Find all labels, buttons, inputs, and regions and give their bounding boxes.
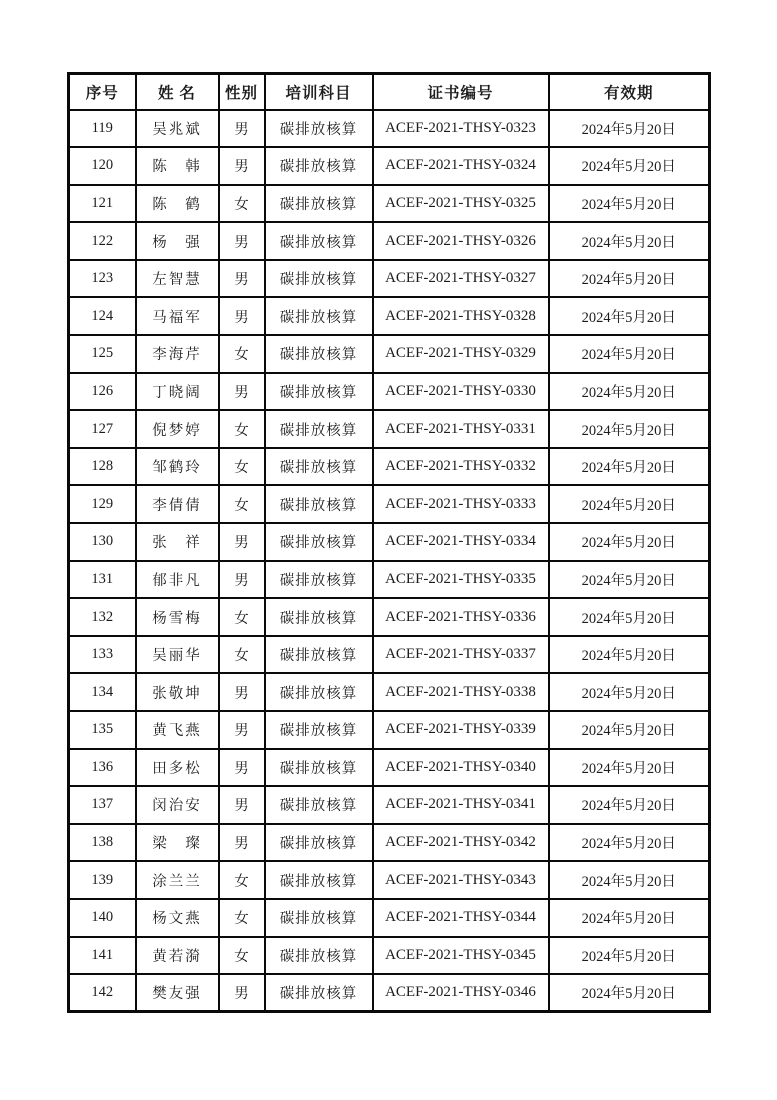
- serial-cell: 141: [69, 937, 136, 975]
- name-cell: 黄飞燕: [136, 711, 219, 749]
- table-row: [69, 147, 710, 185]
- name-cell: 左智慧: [136, 260, 219, 298]
- subject-cell: 碳排放核算: [265, 899, 373, 937]
- table-row: [69, 410, 710, 448]
- valid-until-cell: 2024年5月20日: [549, 561, 710, 599]
- cert-no-cell: ACEF-2021-THSY-0323: [373, 110, 549, 148]
- table-row: [69, 937, 710, 975]
- name-cell: 陈 鹤: [136, 185, 219, 223]
- valid-until-cell: 2024年5月20日: [549, 335, 710, 373]
- cert-no-cell: ACEF-2021-THSY-0324: [373, 147, 549, 185]
- table-row: [69, 373, 710, 411]
- cert-no-cell: ACEF-2021-THSY-0335: [373, 561, 549, 599]
- valid-until-cell: 2024年5月20日: [549, 222, 710, 260]
- valid-until-cell: 2024年5月20日: [549, 260, 710, 298]
- valid-until-cell: 2024年5月20日: [549, 899, 710, 937]
- valid-until-cell: 2024年5月20日: [549, 749, 710, 787]
- serial-cell: 142: [69, 974, 136, 1012]
- gender-cell: 男: [219, 673, 265, 711]
- header-name: 姓 名: [136, 74, 219, 110]
- header-gender: 性别: [219, 74, 265, 110]
- cert-no-cell: ACEF-2021-THSY-0337: [373, 636, 549, 674]
- serial-cell: 139: [69, 861, 136, 899]
- name-cell: 陈 韩: [136, 147, 219, 185]
- serial-cell: 120: [69, 147, 136, 185]
- name-cell: 吴兆斌: [136, 110, 219, 148]
- gender-cell: 女: [219, 598, 265, 636]
- table-row: [69, 110, 710, 148]
- subject-cell: 碳排放核算: [265, 561, 373, 599]
- subject-cell: 碳排放核算: [265, 260, 373, 298]
- table-row: [69, 598, 710, 636]
- serial-cell: 132: [69, 598, 136, 636]
- cert-no-cell: ACEF-2021-THSY-0333: [373, 485, 549, 523]
- cert-no-cell: ACEF-2021-THSY-0330: [373, 373, 549, 411]
- subject-cell: 碳排放核算: [265, 749, 373, 787]
- gender-cell: 女: [219, 899, 265, 937]
- valid-until-cell: 2024年5月20日: [549, 824, 710, 862]
- valid-until-cell: 2024年5月20日: [549, 110, 710, 148]
- name-cell: 杨 强: [136, 222, 219, 260]
- header-serial: 序号: [69, 74, 136, 110]
- subject-cell: 碳排放核算: [265, 711, 373, 749]
- valid-until-cell: 2024年5月20日: [549, 485, 710, 523]
- subject-cell: 碳排放核算: [265, 185, 373, 223]
- table-row: [69, 448, 710, 486]
- gender-cell: 男: [219, 711, 265, 749]
- table-row: [69, 297, 710, 335]
- table-row: [69, 786, 710, 824]
- subject-cell: 碳排放核算: [265, 786, 373, 824]
- subject-cell: 碳排放核算: [265, 636, 373, 674]
- table-row: [69, 749, 710, 787]
- cert-no-cell: ACEF-2021-THSY-0326: [373, 222, 549, 260]
- valid-until-cell: 2024年5月20日: [549, 185, 710, 223]
- name-cell: 张 祥: [136, 523, 219, 561]
- cert-no-cell: ACEF-2021-THSY-0342: [373, 824, 549, 862]
- serial-cell: 135: [69, 711, 136, 749]
- subject-cell: 碳排放核算: [265, 523, 373, 561]
- serial-cell: 126: [69, 373, 136, 411]
- subject-cell: 碳排放核算: [265, 598, 373, 636]
- table-row: [69, 899, 710, 937]
- subject-cell: 碳排放核算: [265, 448, 373, 486]
- serial-cell: 133: [69, 636, 136, 674]
- cert-no-cell: ACEF-2021-THSY-0339: [373, 711, 549, 749]
- cert-no-cell: ACEF-2021-THSY-0332: [373, 448, 549, 486]
- cert-no-cell: ACEF-2021-THSY-0329: [373, 335, 549, 373]
- valid-until-cell: 2024年5月20日: [549, 937, 710, 975]
- table-row: [69, 673, 710, 711]
- table-row: [69, 861, 710, 899]
- serial-cell: 131: [69, 561, 136, 599]
- gender-cell: 女: [219, 636, 265, 674]
- serial-cell: 140: [69, 899, 136, 937]
- table-row: [69, 485, 710, 523]
- subject-cell: 碳排放核算: [265, 410, 373, 448]
- valid-until-cell: 2024年5月20日: [549, 297, 710, 335]
- valid-until-cell: 2024年5月20日: [549, 974, 710, 1012]
- valid-until-cell: 2024年5月20日: [549, 598, 710, 636]
- table-row: [69, 824, 710, 862]
- header-subject: 培训科目: [265, 74, 373, 110]
- name-cell: 杨雪梅: [136, 598, 219, 636]
- serial-cell: 130: [69, 523, 136, 561]
- name-cell: 闵治安: [136, 786, 219, 824]
- name-cell: 吴丽华: [136, 636, 219, 674]
- subject-cell: 碳排放核算: [265, 147, 373, 185]
- subject-cell: 碳排放核算: [265, 861, 373, 899]
- serial-cell: 134: [69, 673, 136, 711]
- name-cell: 丁晓阔: [136, 373, 219, 411]
- subject-cell: 碳排放核算: [265, 485, 373, 523]
- subject-cell: 碳排放核算: [265, 297, 373, 335]
- serial-cell: 137: [69, 786, 136, 824]
- gender-cell: 男: [219, 373, 265, 411]
- name-cell: 涂兰兰: [136, 861, 219, 899]
- name-cell: 樊友强: [136, 974, 219, 1012]
- name-cell: 李倩倩: [136, 485, 219, 523]
- gender-cell: 女: [219, 861, 265, 899]
- table-body: [69, 110, 710, 1012]
- name-cell: 张敬坤: [136, 673, 219, 711]
- name-cell: 倪梦婷: [136, 410, 219, 448]
- cert-no-cell: ACEF-2021-THSY-0331: [373, 410, 549, 448]
- gender-cell: 男: [219, 974, 265, 1012]
- subject-cell: 碳排放核算: [265, 824, 373, 862]
- gender-cell: 男: [219, 786, 265, 824]
- valid-until-cell: 2024年5月20日: [549, 786, 710, 824]
- subject-cell: 碳排放核算: [265, 974, 373, 1012]
- table-row: [69, 260, 710, 298]
- gender-cell: 男: [219, 297, 265, 335]
- name-cell: 邹鹤玲: [136, 448, 219, 486]
- gender-cell: 男: [219, 147, 265, 185]
- cert-no-cell: ACEF-2021-THSY-0336: [373, 598, 549, 636]
- cert-no-cell: ACEF-2021-THSY-0344: [373, 899, 549, 937]
- serial-cell: 129: [69, 485, 136, 523]
- gender-cell: 男: [219, 523, 265, 561]
- table-row: [69, 636, 710, 674]
- table-row: [69, 185, 710, 223]
- cert-no-cell: ACEF-2021-THSY-0345: [373, 937, 549, 975]
- valid-until-cell: 2024年5月20日: [549, 448, 710, 486]
- subject-cell: 碳排放核算: [265, 937, 373, 975]
- serial-cell: 124: [69, 297, 136, 335]
- subject-cell: 碳排放核算: [265, 110, 373, 148]
- serial-cell: 138: [69, 824, 136, 862]
- gender-cell: 男: [219, 561, 265, 599]
- cert-no-cell: ACEF-2021-THSY-0327: [373, 260, 549, 298]
- name-cell: 郁非凡: [136, 561, 219, 599]
- gender-cell: 女: [219, 448, 265, 486]
- cert-no-cell: ACEF-2021-THSY-0325: [373, 185, 549, 223]
- gender-cell: 女: [219, 937, 265, 975]
- name-cell: 马福军: [136, 297, 219, 335]
- cert-no-cell: ACEF-2021-THSY-0346: [373, 974, 549, 1012]
- subject-cell: 碳排放核算: [265, 222, 373, 260]
- name-cell: 田多松: [136, 749, 219, 787]
- table-row: [69, 222, 710, 260]
- name-cell: 杨文燕: [136, 899, 219, 937]
- subject-cell: 碳排放核算: [265, 673, 373, 711]
- gender-cell: 女: [219, 485, 265, 523]
- valid-until-cell: 2024年5月20日: [549, 861, 710, 899]
- valid-until-cell: 2024年5月20日: [549, 673, 710, 711]
- serial-cell: 123: [69, 260, 136, 298]
- gender-cell: 女: [219, 335, 265, 373]
- cert-no-cell: ACEF-2021-THSY-0343: [373, 861, 549, 899]
- serial-cell: 125: [69, 335, 136, 373]
- cert-no-cell: ACEF-2021-THSY-0328: [373, 297, 549, 335]
- gender-cell: 男: [219, 260, 265, 298]
- valid-until-cell: 2024年5月20日: [549, 636, 710, 674]
- certificate-table: [67, 72, 711, 1013]
- serial-cell: 121: [69, 185, 136, 223]
- serial-cell: 136: [69, 749, 136, 787]
- cert-no-cell: ACEF-2021-THSY-0334: [373, 523, 549, 561]
- gender-cell: 男: [219, 824, 265, 862]
- gender-cell: 男: [219, 222, 265, 260]
- gender-cell: 女: [219, 410, 265, 448]
- cert-no-cell: ACEF-2021-THSY-0340: [373, 749, 549, 787]
- table-row: [69, 523, 710, 561]
- name-cell: 黄若漪: [136, 937, 219, 975]
- serial-cell: 128: [69, 448, 136, 486]
- header-cert-no: 证书编号: [373, 74, 549, 110]
- gender-cell: 女: [219, 185, 265, 223]
- table-row: [69, 974, 710, 1012]
- cert-no-cell: ACEF-2021-THSY-0338: [373, 673, 549, 711]
- serial-cell: 119: [69, 110, 136, 148]
- table-header-row: [69, 74, 710, 110]
- serial-cell: 122: [69, 222, 136, 260]
- name-cell: 李海芹: [136, 335, 219, 373]
- cert-no-cell: ACEF-2021-THSY-0341: [373, 786, 549, 824]
- valid-until-cell: 2024年5月20日: [549, 711, 710, 749]
- valid-until-cell: 2024年5月20日: [549, 410, 710, 448]
- valid-until-cell: 2024年5月20日: [549, 523, 710, 561]
- name-cell: 梁 璨: [136, 824, 219, 862]
- table-row: [69, 711, 710, 749]
- header-valid-until: 有效期: [549, 74, 710, 110]
- gender-cell: 男: [219, 110, 265, 148]
- table-row: [69, 561, 710, 599]
- serial-cell: 127: [69, 410, 136, 448]
- table-row: [69, 335, 710, 373]
- valid-until-cell: 2024年5月20日: [549, 373, 710, 411]
- subject-cell: 碳排放核算: [265, 373, 373, 411]
- subject-cell: 碳排放核算: [265, 335, 373, 373]
- gender-cell: 男: [219, 749, 265, 787]
- valid-until-cell: 2024年5月20日: [549, 147, 710, 185]
